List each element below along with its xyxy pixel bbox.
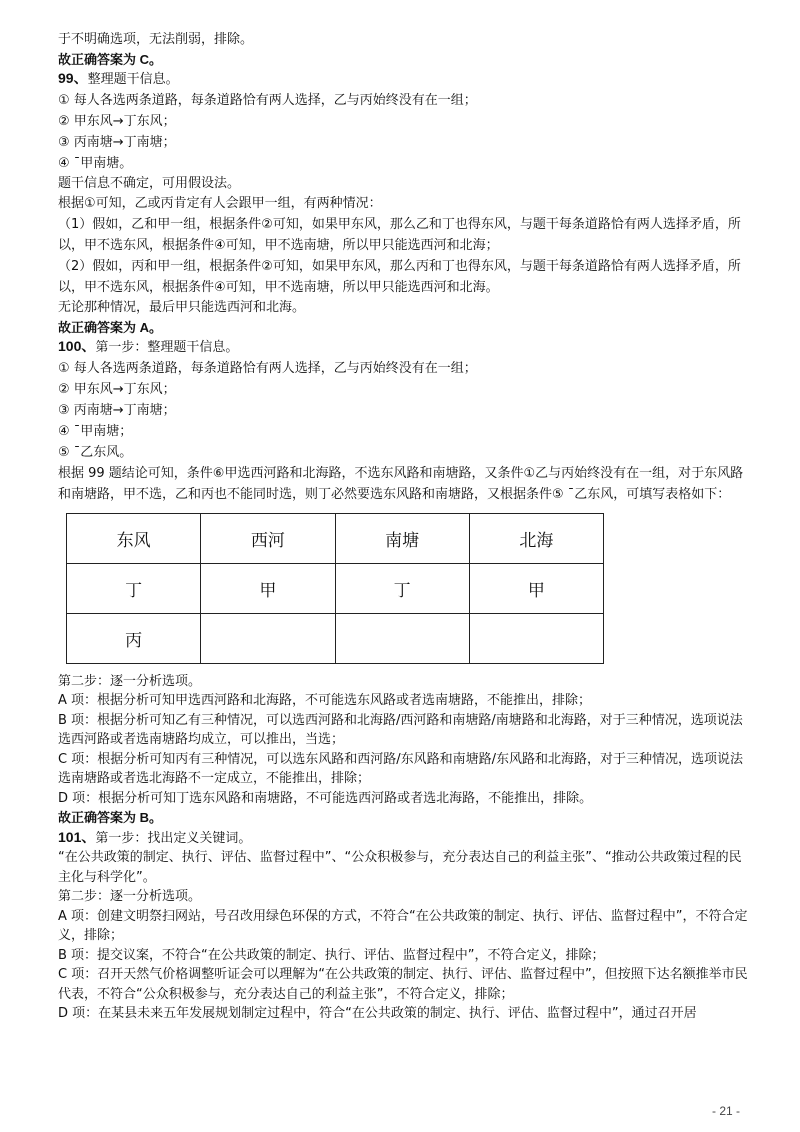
table-cell [335, 613, 469, 663]
text-line: （2）假如，丙和甲一组，根据条件②可知，如果甲东风，那么丙和丁也得东风，与题干每条道路恰有两人选择矛盾，所以，甲不选东风，根据条件④可知，甲不选南塘，所以甲只能选西河和北海。 [58, 259, 741, 295]
text-line: 第二步：逐一分析选项。 [58, 673, 202, 689]
assignment-table [66, 513, 604, 664]
text-line: ④ ¯甲南塘。 [58, 155, 133, 171]
table-cell: 东风 [67, 513, 201, 563]
table-cell: 丁 [67, 563, 201, 613]
table-cell [201, 613, 335, 663]
table-row [67, 563, 604, 613]
table-cell: 甲 [201, 563, 335, 613]
text-line: 无论那种情况，最后甲只能选西河和北海。 [58, 300, 306, 315]
text-line: C 项：根据分析可知丙有三种情况，可以选东风路和西河路/东风路和南塘路/东风路和北海路，对于三种情况，选项说法选南塘路或者选北海路不一定成立，不能推出，排除； [58, 751, 743, 786]
table-cell: 西河 [201, 513, 335, 563]
text-line: ② 甲东风→丁东风； [58, 113, 176, 129]
page-number: - 21 - [711, 1104, 740, 1118]
text-line: C 项：召开天然气价格调整听证会可以理解为“在公共政策的制定、执行、评估、监督过程中”，但按照下达名额推举市民代表，不符合“公众积极参与，充分表达自己的利益主张”，不符合定义，排除； [58, 967, 748, 1002]
answer-line: 故正确答案为 B。 [58, 810, 163, 825]
text-line: 题干信息不确定，可用假设法。 [58, 175, 241, 191]
text-line: （1）假如，乙和甲一组，根据条件②可知，如果甲东风，那么乙和丁也得东风，与题干每条道路恰有两人选择矛盾，所以，甲不选东风，根据条件④可知，甲不选南塘，所以甲只能选西河和北海； [58, 217, 741, 253]
table-cell: 丁 [335, 563, 469, 613]
table-cell: 甲 [469, 563, 603, 613]
question-number: 100、 [58, 338, 96, 354]
document-page [58, 30, 750, 1024]
text-line: ① 每人各选两条道路，每条道路恰有两人选择，乙与丙始终没有在一组； [58, 92, 477, 108]
text-line: ① 每人各选两条道路，每条道路恰有两人选择，乙与丙始终没有在一组； [58, 360, 477, 376]
answer-line: 故正确答案为 A。 [58, 319, 163, 335]
question-number: 99、 [58, 70, 88, 86]
text-line: D 项：根据分析可知丁选东风路和南塘路，不可能选西河路或者选北海路，不能推出，排除。 [58, 790, 593, 806]
text-line: 整理题干信息。 [87, 72, 179, 87]
text-line: “在公共政策的制定、执行、评估、监督过程中”、“公众积极参与，充分表达自己的利益主张”、“推动公共政策过程的民主化与科学化”。 [58, 850, 742, 885]
text-line: A 项：根据分析可知甲选西河路和北海路，不可能选东风路或者选南塘路，不能推出，排除； [58, 693, 592, 708]
text-line: A 项：创建文明祭扫网站，号召改用绿色环保的方式，不符合“在公共政策的制定、执行、评估、监督过程中”，不符合定义，排除； [58, 908, 748, 943]
text-line: ⑤ ¯乙东风。 [58, 444, 133, 460]
question-number: 101、 [58, 828, 96, 845]
text-line: 第一步：整理题干信息。 [95, 340, 239, 355]
text-line: ③ 丙南塘→丁南塘； [58, 402, 176, 418]
table-row [67, 513, 604, 563]
text-line: 第一步：找出定义关键词。 [95, 830, 252, 846]
table-cell: 丙 [67, 613, 201, 663]
text-line: D 项：在某县未来五年发展规划制定过程中，符合“在公共政策的制定、执行、评估、监督过程中”，通过召开居 [58, 1006, 697, 1021]
answer-line: 故正确答案为 C。 [58, 51, 163, 67]
table-cell [469, 613, 603, 663]
text-line: 根据①可知，乙或丙肯定有人会跟甲一组，有两种情况： [58, 196, 382, 211]
table-row [67, 613, 604, 663]
text-line: ③ 丙南塘→丁南塘； [58, 134, 176, 150]
text-line: ④ ¯甲南塘； [58, 423, 133, 439]
table-cell: 北海 [469, 513, 603, 563]
text-line: 第二步：逐一分析选项。 [58, 889, 202, 904]
table-cell: 南塘 [335, 513, 469, 563]
text-line: ② 甲东风→丁东风； [58, 381, 176, 397]
text-line: 于不明确选项，无法削弱，排除。 [58, 32, 254, 47]
text-line: B 项：根据分析可知乙有三种情况，可以选西河路和北海路/西河路和南塘路/南塘路和北海路，对于三种情况，选项说法选西河路或者选南塘路均成立，可以推出，当选； [58, 712, 743, 747]
text-line: B 项：提交议案，不符合“在公共政策的制定、执行、评估、监督过程中”，不符合定义，排除； [58, 947, 605, 963]
text-line: 根据 99 题结论可知，条件⑥甲选西河路和北海路，不选东风路和南塘路，又条件①乙与丙始终没有在一组，对于东风路和南塘路，甲不选，乙和丙也不能同时选，则丁必然要选东风路和南塘路，又根据条件⑤ ¯乙东风，可填写表格如下： [58, 465, 744, 502]
